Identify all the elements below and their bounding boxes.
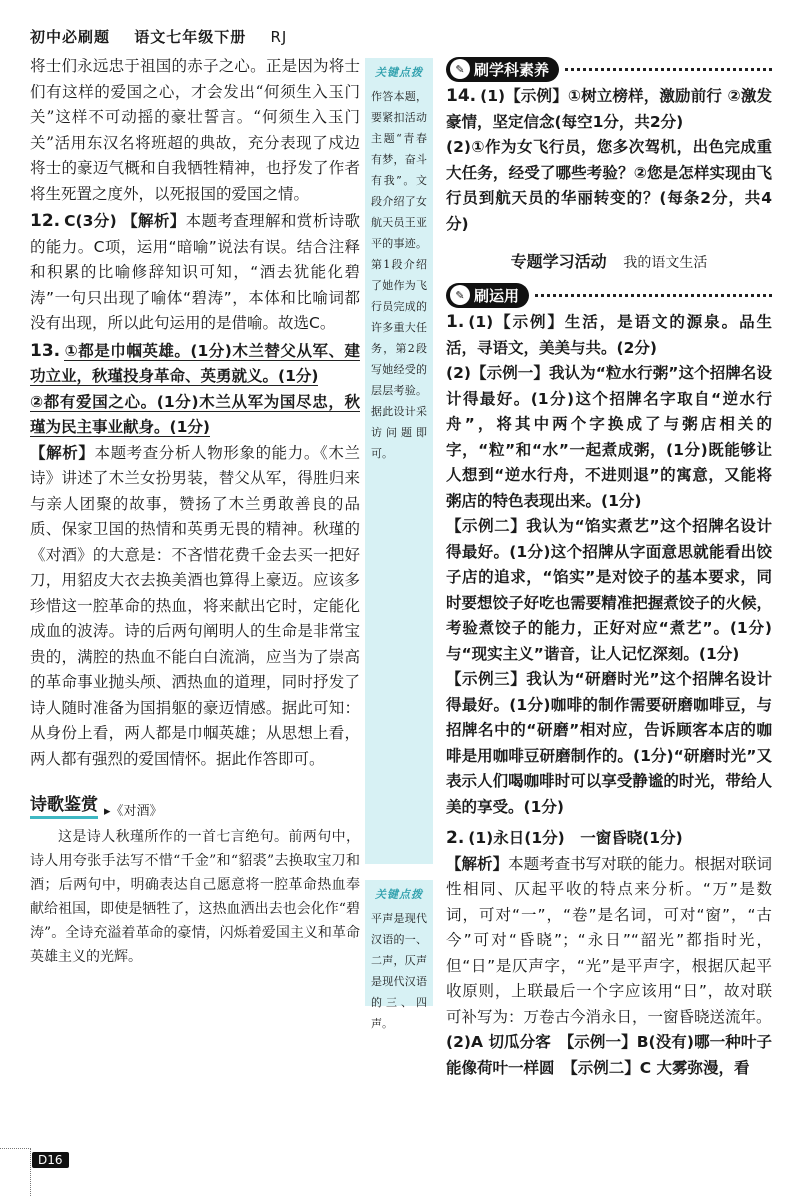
key-tip-text-2: 平声是现代汉语的一、二声，仄声是现代汉语的三、四声。 — [371, 912, 427, 1030]
key-tip-heading-2: 关键点拨 — [375, 888, 423, 901]
q2-analysis: 本题考查书写对联的能力。根据对联词性相同、仄起平收的特点来分析。“万”是数词，可对“一”，“卷”是名词，可对“窗”，“古今”可对“昏晓”；“永日”“韶光”都指时光，但“日”是仄声字，“光”是平声字，根据仄起平收原则，上联最后一个字应该用“日”，故对联可补写为：万卷古今消永日，一窗昏晓送流年。 — [446, 854, 772, 1026]
q2-analysis-tag: 【解析】 — [446, 854, 509, 873]
topic-subtitle: 我的语文生活 — [623, 255, 708, 271]
q2-analysis-block — [446, 852, 772, 1031]
right-column — [446, 54, 772, 1081]
poem-section-label: 诗歌鉴赏 — [30, 790, 98, 819]
q2-answer-2: (2)A 切瓜分客 【示例一】B(没有)哪一种叶子能像荷叶一样圆 【示例二】C 大雾弥漫，看 — [446, 1033, 772, 1077]
q12-answer: C(3分) — [64, 212, 117, 230]
q1-answer-1: (1)【示例】生活，是语文的源泉。品生活，寻语文，美美与共。(2分) — [446, 313, 772, 357]
q14-number: 14. — [446, 86, 477, 106]
q14-answer-2: (2)①作为女飞行员，您多次驾机，出色完成重大任务，经受了哪些考验？②您是怎样实现由飞行员到航天员的华丽转变的？(每条2分，共4分) — [446, 138, 772, 233]
key-tip-strip-2 — [365, 880, 433, 1030]
subject-title: 语文七年级下册 — [134, 28, 247, 46]
section-title-apply: 刷运用 — [474, 286, 520, 305]
q14-answer-1: (1)【示例】①树立榜样，激励前行 ②激发豪情，坚定信念(每空1分，共2分) — [446, 87, 772, 131]
key-tip-text-1: 作答本题，要紧扣活动主题“青春有梦，奋斗有我”。文段介绍了女航天员王亚平的事迹。第1段介绍了她作为飞行员完成的许多重大任务，第2段写她经受的层层考验。据此设计采访问题即可。 — [371, 90, 427, 460]
q13-answer-2: ②都有爱国之心。(1分)木兰从军为国尽忠，秋瑾为民主事业献身。(1分) — [30, 392, 360, 436]
topic-title: 专题学习活动 — [510, 252, 607, 271]
q1-answer-3: 【示例二】我认为“馅实煮艺”这个招牌名设计得最好。(1分)这个招牌从字面意思就能看出饺子店的追求，“馅实”是对饺子的基本要求，同时要想饺子好吃也需要精准把握煮饺子的火候，考验煮饺子的能力，正好对应“煮艺”。(1分)与“现实主义”谐音，让人记忆深刻。(1分) — [446, 517, 772, 663]
q13-analysis-block — [30, 441, 360, 773]
pen-icon: ✎ — [450, 285, 470, 305]
page-corner — [0, 1148, 31, 1196]
q13-block — [30, 339, 360, 441]
q13-number: 13. — [30, 340, 61, 361]
page-header — [30, 26, 305, 47]
q1-answer-4: 【示例三】我认为“研磨时光”这个招牌名设计得最好。(1分)咖啡的制作需要研磨咖啡豆，与招牌名中的“研磨”相对应，告诉顾客本店的咖啡是用咖啡豆研磨制作的。(1分)“研磨时光”又表示人们喝咖啡时可以享受静谧的时光，带给人美的享受。(1分) — [446, 670, 772, 816]
q2-block — [446, 826, 772, 852]
key-tip-strip-1 — [365, 58, 433, 864]
key-tip-heading-1: 关键点拨 — [375, 66, 423, 79]
q12-analysis-tag: 【解析】 — [122, 212, 186, 230]
q13-analysis: 本题考查分析人物形象的能力。《木兰诗》讲述了木兰女扮男装，替父从军，得胜归来与亲人团聚的故事，赞扬了木兰勇敢善良的品质、保家卫国的热情和英勇无畏的精神。秋瑾的《对酒》的大意是：不吝惜花费千金去买一把好刀，用貂皮大衣去换美酒也算得上豪迈。应该多珍惜这一腔革命的热血，将来献出它时，定能化成血的波涛。诗的后两句阐明人的生命是非常宝贵的，满腔的热血不能白白流淌，应当为了崇高的革命事业抛头颅、洒热血的道理，同时抒发了诗人随时准备为国捐躯的豪迈情感。据此可知：从身份上看，两人都是巾帼英雄；从思想上看，两人都有强烈的爱国情怀。据此作答即可。 — [30, 443, 360, 768]
q2-number: 2. — [446, 828, 465, 848]
pen-icon: ✎ — [450, 59, 470, 79]
q12-block — [30, 209, 360, 337]
poem-appreciation-text: 这是诗人秋瑾所作的一首七言绝句。前两句中，诗人用夸张手法写不惜“千金”和“貂裘”去换取宝刀和酒；后两句中，明确表达自己愿意将一腔革命热血奉献给祖国，即使是牺牲了，这热血洒出去也会化作“碧涛”。全诗充溢着革命的豪情，闪烁着爱国主义和革命英雄主义的光辉。 — [30, 829, 360, 965]
q13-answer-1: ①都是巾帼英雄。(1分)木兰替父从军、建功立业，秋瑾投身革命、英勇就义。(1分) — [30, 341, 360, 385]
section-header-apply — [446, 280, 772, 310]
section-title-literacy: 刷学科素养 — [474, 60, 550, 79]
section-header-literacy — [446, 54, 772, 84]
page-number: D16 — [32, 1152, 69, 1168]
q1-block — [446, 310, 772, 361]
topic-heading — [446, 249, 772, 272]
section-badge-apply — [446, 283, 529, 308]
q14-block — [446, 84, 772, 135]
q12-analysis: 本题考查理解和赏析诗歌的能力。C项，运用“暗喻”说法有误。结合注释和积累的比喻修辞知识可知，“酒去犹能化碧涛”一句只出现了喻体“碧涛”，本体和比喻词都没有出现，所以此句运用的是借喻。故选C。 — [30, 212, 360, 332]
q13-analysis-tag: 【解析】 — [30, 443, 95, 462]
poem-name: ▸《对酒》 — [104, 804, 163, 819]
dotted-divider — [535, 294, 772, 297]
dotted-divider — [565, 68, 772, 71]
q1-answer-2: (2)【示例一】我认为“粒水行粥”这个招牌名设计得最好。(1分)这个招牌名字取自“逆水行舟”，将其中两个字换成了与粥店相关的字，“粒”和“水”一起煮成粥，(1分)既能够让人想到“逆水行舟，不进则退”的寓意，又能将粥店的特色表现出来。(1分) — [446, 364, 772, 510]
section-badge-literacy — [446, 57, 559, 82]
edition-label: RJ — [270, 28, 288, 46]
book-title: 初中必刷题 — [30, 28, 111, 46]
left-column — [30, 54, 360, 969]
q12-number: 12. — [30, 211, 61, 231]
poem-appreciation-title — [30, 790, 360, 819]
q1-number: 1. — [446, 312, 465, 332]
answer-p0: 将士们永远忠于祖国的赤子之心。正是因为将士们有这样的爱国之心，才会发出“何须生入玉门关”这样不可动摇的豪壮誓言。“何须生入玉门关”活用东汉名将班超的典故，充分表现了戍边将士的豪迈气概和自我牺牲精神，也抒发了作者将生死置之度外，以死报国的爱国之情。 — [30, 57, 360, 203]
q2-answer-1: (1)永日(1分) 一窗昏晓(1分) — [468, 829, 683, 847]
poem-appreciation — [30, 825, 360, 969]
